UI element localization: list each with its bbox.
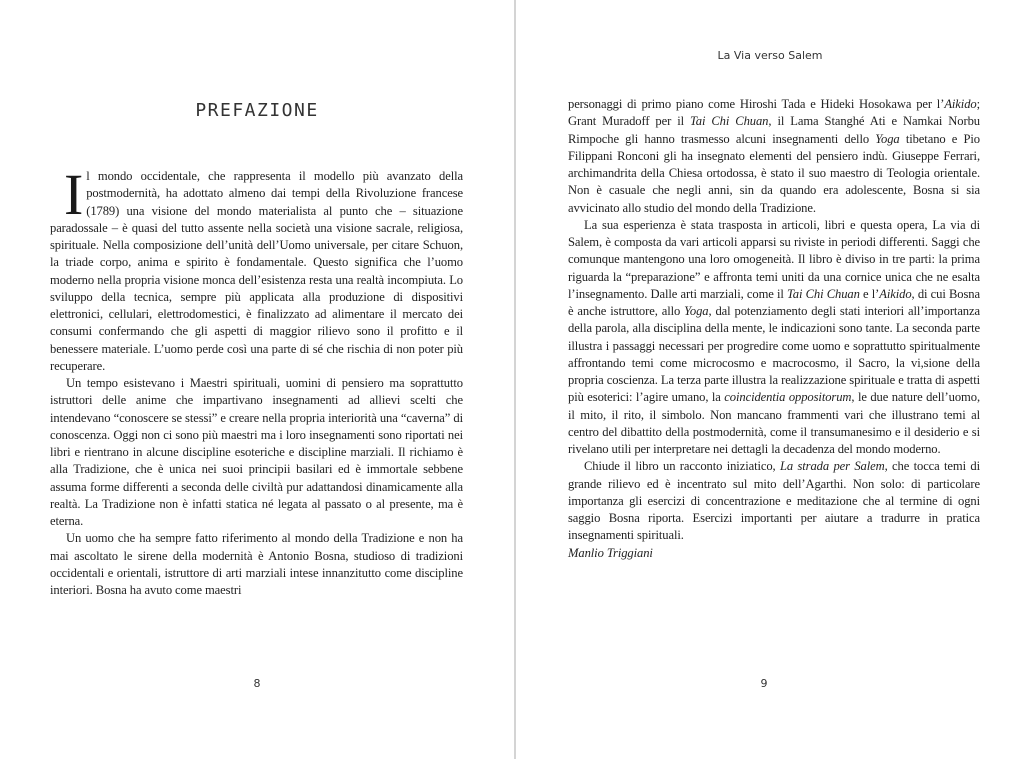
- text-run: , di cui Bosna è anche istruttore, allo: [568, 286, 980, 318]
- right-page: [517, 0, 1023, 759]
- paragraph-3: Un uomo che ha sempre fatto riferimento al mondo della Tradizione e non ha mai ascoltato le sirene della modernità è Antonio Bosna, studioso di tradizioni occidentali e orientali, istruttore di arti marziali intese innanzitutto come discipline interiori. Bosna ha avuto come maestri: [50, 531, 463, 597]
- italic-term-aikido: Aikido: [879, 286, 912, 301]
- italic-title-strada-per-salem: La strada per Salem: [780, 459, 885, 474]
- text-run: tibetano e Pio Filippani Ronconi gli ha insegnato elementi del pensiero indù. Giuseppe Ferrari, archimandrita della Chiesa ortodossa, è stato il suo maestro di Teologia orientale. Non è casuale che negli anni, sin da quando era adolescente, Bosna si sia avvicinato allo studio del mondo della Tradizione.: [568, 131, 980, 215]
- italic-term-tai-chi-chuan: Tai Chi Chuan: [690, 114, 769, 129]
- paragraph-continued: [568, 96, 980, 217]
- text-run: personaggi di primo piano come Hiroshi Tada e Hideki Hosokawa per l’: [568, 97, 945, 111]
- text-run: Chiude il libro un racconto iniziatico,: [584, 459, 780, 474]
- running-head: La Via verso Salem: [717, 49, 823, 62]
- author-signature: Manlio Triggiani: [568, 545, 653, 560]
- left-page-body: [50, 162, 463, 599]
- page-number-left: 8: [253, 677, 261, 690]
- page-gutter-divider: [514, 0, 516, 759]
- paragraph-1-text: l mondo occidentale, che rappresenta il modello più avanzato della postmodernità, ha adottato almeno dai tempi della Rivoluzione francese (1789) una visione del mondo materialista al punto che – situazione paradossale – è quasi del tutto assente nella società una visione sacrale, religiosa, spirituale. Nella composizione dell’unità dell’Uomo universale, per citare Schuon, la triade corpo, anima e spirito è fondamentale. Questo significa che l’uomo moderno nella propria visione monca dell’esistenza resta una realtà incompiuta. Lo sviluppo della tecnica, sempre più applicata alla produzione di dispositivi elettronici, cellulari, elettrodomestici, è finalizzato ad alimentare il mercato dei consumi confermando che gli aspetti di maggior rilievo sono il profitto e il benessere materiale. L’uomo perde così una parte di sé che rischia di non poter più recuperare.: [50, 169, 463, 373]
- italic-term-coincidentia: coincidentia oppositorum: [724, 390, 852, 405]
- text-run: , dal potenziamento degli stati interiori all’importanza della parola, alla disciplina della mente, le indicazioni sono tante. La seconda parte illustra i passaggi necessari per progredire come uomo e soprattutto spiritualmente affrontando temi come microcosmo e macrocosmo, il Sacro, la vi,sione della propria coscienza. La terza parte illustra la realizzazione spirituale e tratta di aspetti più esoterici: l’agire umano, la: [568, 304, 980, 405]
- text-run: , che tocca temi di grande rilievo ed è incentrato sul mito dell’Agarthi. Non solo: di particolare importanza gli esercizi di concentrazione e meditazione che al termine di ogni saggio Bosna riporta. Esercizi importanti per aiutare a tradurre in pratica insegnamenti spirituali.: [568, 459, 980, 543]
- paragraph-2: Un tempo esistevano i Maestri spirituali, uomini di pensiero ma soprattutto istruttori delle anime che impartivano insegnamenti ad allievi scelti che intendevano “conoscere se stessi” e creare nella propria interiorità una “caverna” di conoscenza. Oggi non ci sono più maestri ma i loro insegnamenti sono riportati nei libri e rientrano in alcune discipline esoteriche e discipline marziali. Il richiamo è alla Tradizione, che è unica nei suoi principii basilari ed è immortale sebbene assuma forme differenti a seconda delle civiltà pur adattandosi dinamicamente alla realtà. La Tradizione non è infatti statica né legata al passato o al presente, ma è eterna.: [50, 376, 463, 528]
- text-run: ; Grant Muradoff per il: [568, 97, 980, 129]
- text-run: e l’: [859, 286, 880, 301]
- paragraph-1: [50, 162, 463, 375]
- italic-term-aikido: Aikido: [944, 97, 977, 111]
- chapter-title: PREFAZIONE: [195, 100, 319, 121]
- text-run: La sua esperienza è stata trasposta in articoli, libri e questa opera, La via di Salem, è composta da vari articoli apparsi su riviste in periodi differenti. Saggi che comunque mantengono una loro omogeneità. Il libro è diviso in tre parti: la prima riguarda la “preparazione” e affronta temi uniti da una cornice unica che ne esalta l’insegnamento. Dalle arti marziali, come il: [568, 217, 980, 301]
- italic-term-tai-chi-chuan: Tai Chi Chuan: [787, 286, 860, 301]
- italic-term-yoga: Yoga: [684, 304, 709, 318]
- page-number-right: 9: [760, 677, 768, 690]
- paragraph-esperienza: [568, 217, 980, 459]
- italic-term-yoga: Yoga: [875, 131, 900, 146]
- right-page-body: [568, 96, 980, 562]
- text-run: , il Lama Stanghé Ati e Namkai Norbu Rimpoche gli hanno trasmesso alcuni insegnamenti dello: [568, 114, 980, 146]
- text-run: , le due nature dell’uomo, il mito, il rito, il simbolo. Non mancano frammenti vari che illustrano temi al centro del dibattito della postmodernità, come il transumanesimo e il desiderio e si rivelano utili per interpretare nei dettagli la decadenza del mondo moderno.: [568, 390, 980, 456]
- drop-cap: I: [64, 162, 84, 227]
- paragraph-chiude: [568, 458, 980, 544]
